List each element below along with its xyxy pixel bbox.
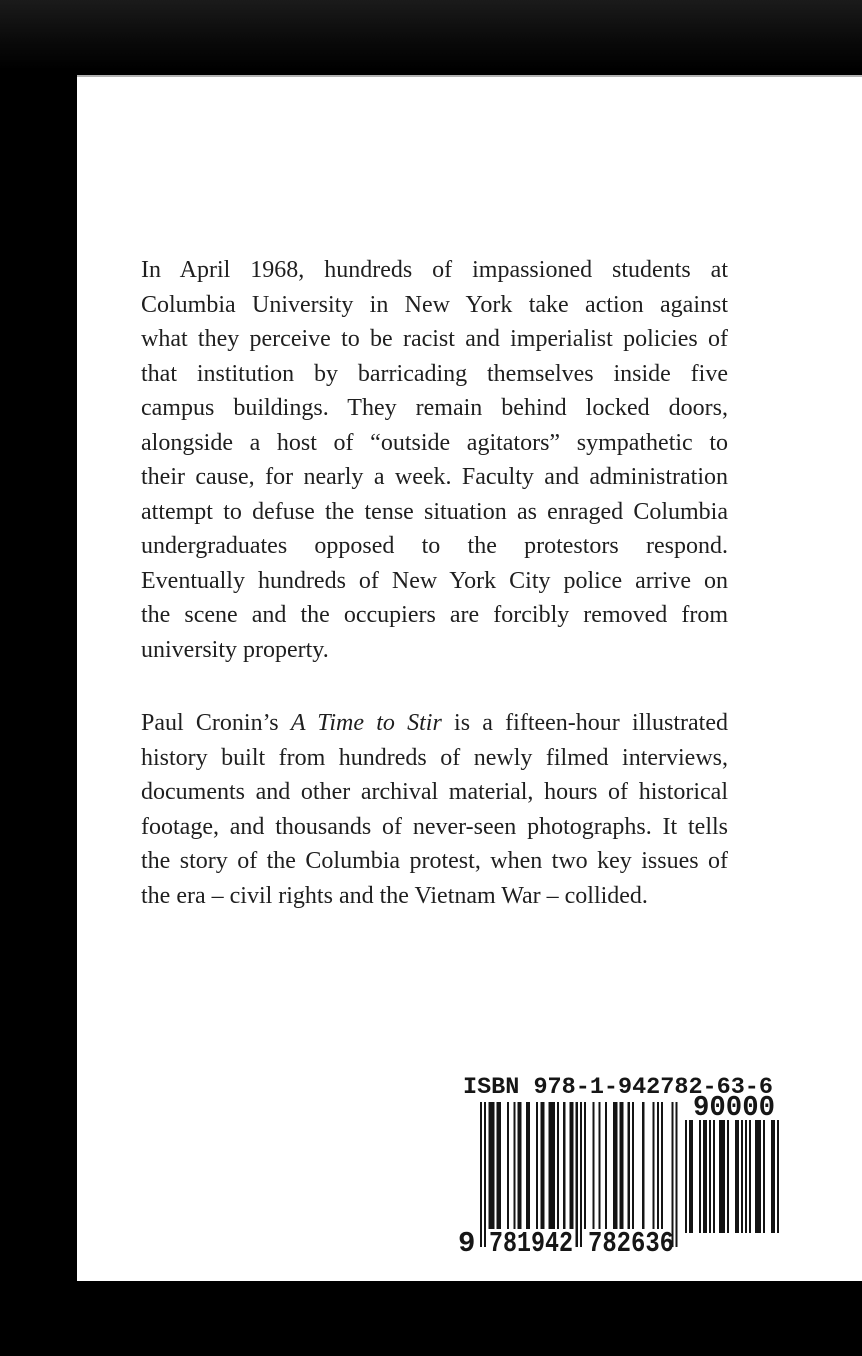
- text-line: alongside a host of “outside agitators” sympathetic to: [141, 429, 728, 456]
- synopsis-paragraph-1: [141, 253, 728, 667]
- text-line: history built from hundreds of newly filmed interviews,: [141, 744, 728, 771]
- ean5-supplement-bars: [685, 1120, 779, 1233]
- isbn-barcode-block: [455, 1071, 781, 1257]
- isbn-number-label: ISBN 978-1-942782-63-6: [463, 1074, 773, 1100]
- text-line: footage, and thousands of never-seen photographs. It tells: [141, 813, 728, 840]
- text-line: the scene and the occupiers are forcibly removed from: [141, 602, 728, 628]
- text-line: undergraduates opposed to the protestors respond.: [141, 533, 728, 559]
- synopsis-paragraph-2: [141, 706, 728, 913]
- text-line: the era – civil rights and the Vietnam War – collided.: [141, 882, 648, 909]
- text-line: Paul Cronin’s A Time to Stir is a fifteen-hour illustrated: [141, 710, 729, 736]
- back-cover-page: [77, 75, 862, 1281]
- supplement-digits: 90000: [693, 1091, 775, 1124]
- text-line: campus buildings. They remain behind locked doors,: [141, 395, 728, 421]
- text-line: attempt to defuse the tense situation as enraged Columbia: [141, 498, 728, 525]
- text-line: Columbia University in New York take action against: [141, 291, 728, 318]
- synopsis-text-block: [141, 253, 728, 913]
- ean13-barcode-bars: [480, 1102, 678, 1247]
- text-line: university property.: [141, 636, 329, 663]
- ean13-digits-group2: 782636: [588, 1227, 674, 1257]
- text-line: what they perceive to be racist and imperialist policies of: [141, 326, 728, 352]
- text-line: Eventually hundreds of New York City police arrive on: [141, 567, 728, 594]
- text-line: the story of the Columbia protest, when two key issues of: [141, 848, 728, 874]
- ean13-digits-group1: 781942: [489, 1227, 573, 1257]
- text-line: their cause, for nearly a week. Faculty and administration: [141, 464, 728, 490]
- text-line: documents and other archival material, hours of historical: [141, 779, 728, 805]
- ean13-digit-first: 9: [458, 1227, 476, 1257]
- text-line: that institution by barricading themselves inside five: [141, 360, 728, 387]
- text-line: In April 1968, hundreds of impassioned students at: [141, 257, 728, 283]
